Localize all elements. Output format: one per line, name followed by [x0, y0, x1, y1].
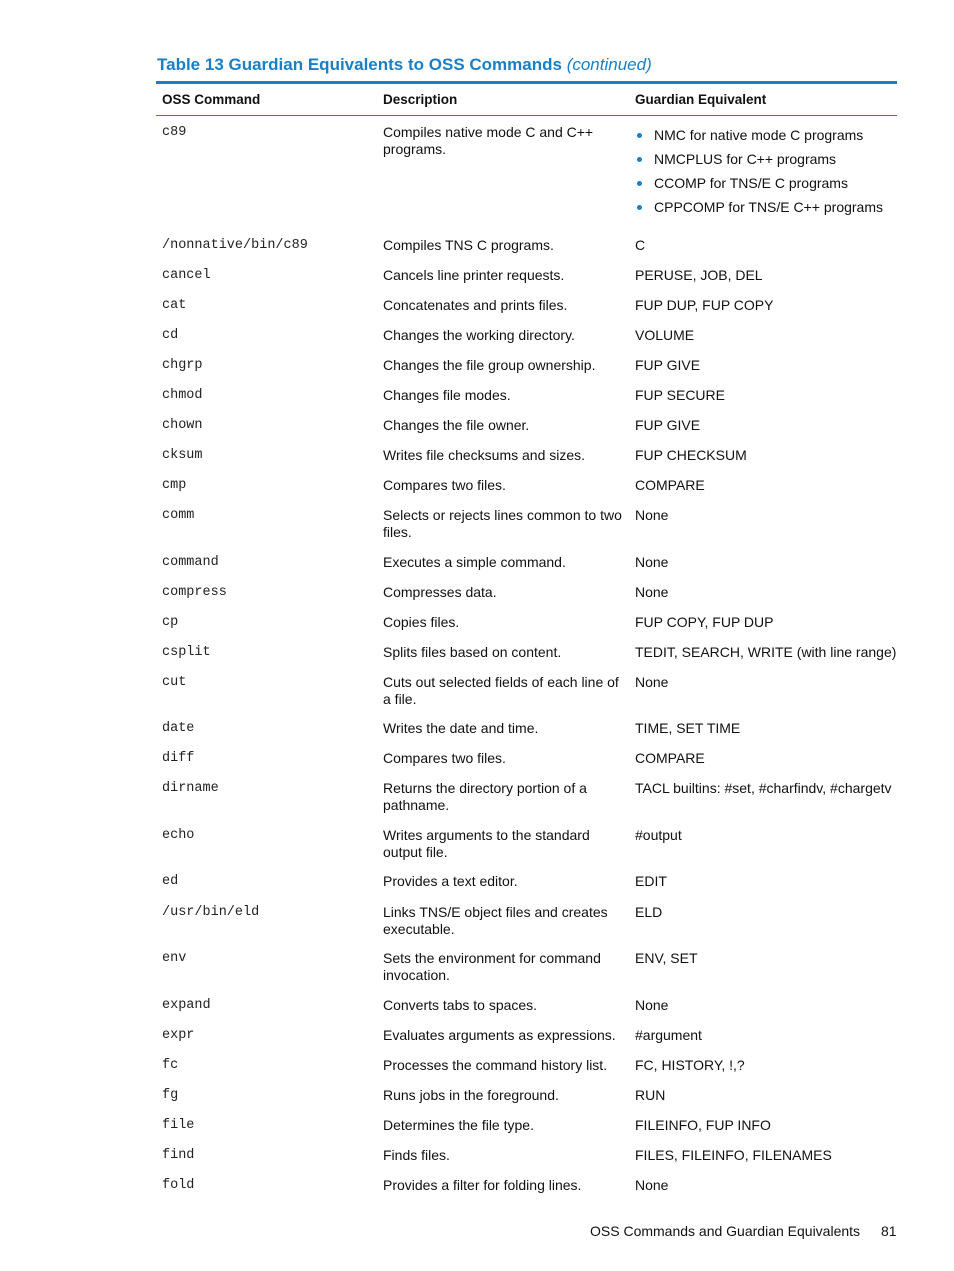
cell-equivalent: None — [635, 554, 669, 570]
cell-command: comm — [162, 508, 195, 523]
cell-equivalent: None — [635, 674, 669, 690]
cell-command: expand — [162, 998, 211, 1013]
table-row — [156, 469, 897, 499]
cell-description: Concatenates and prints files. — [383, 297, 568, 313]
table-row — [156, 636, 897, 666]
first-row-description: Compiles native mode C and C++ programs. — [383, 124, 594, 157]
cell-command: fg — [162, 1088, 179, 1103]
table-row — [156, 606, 897, 636]
cell-command: cp — [162, 615, 179, 630]
bullet-item-text: NMC for native mode C programs — [654, 127, 864, 143]
bullet-dot-icon — [637, 181, 642, 186]
bullet-item — [635, 127, 897, 151]
cell-equivalent: TACL builtins: #set, #charfindv, #chargetv — [635, 780, 892, 796]
table-row — [156, 499, 897, 546]
cell-command: expr — [162, 1028, 195, 1043]
cell-command: fold — [162, 1178, 195, 1193]
cell-description: Changes the file group ownership. — [383, 357, 596, 373]
cell-description: Writes the date and time. — [383, 720, 539, 736]
table-row — [156, 229, 897, 259]
cell-equivalent: C — [635, 237, 646, 253]
cell-equivalent: ENV, SET — [635, 950, 698, 966]
table-row — [156, 319, 897, 349]
cell-command: cksum — [162, 448, 203, 463]
table-caption-label: Table 13 Guardian Equivalents to OSS Commands — [157, 55, 562, 74]
cell-description: Executes a simple command. — [383, 554, 566, 570]
cell-equivalent: FUP DUP, FUP COPY — [635, 297, 774, 313]
cell-description: Cuts out selected fields of each line of a file. — [383, 674, 619, 707]
table-row — [156, 819, 897, 865]
table-row — [156, 989, 897, 1019]
table-row — [156, 289, 897, 319]
cell-command: compress — [162, 585, 227, 600]
cell-description: Selects or rejects lines common to two files. — [383, 507, 622, 540]
table-row — [156, 546, 897, 576]
footer-title: OSS Commands and Guardian Equivalents — [590, 1223, 861, 1239]
bullet-item — [635, 151, 897, 175]
cell-description: Splits files based on content. — [383, 644, 562, 660]
cell-command: ed — [162, 874, 179, 889]
cell-description: Determines the file type. — [383, 1117, 534, 1133]
cell-equivalent: VOLUME — [635, 327, 695, 343]
table-row — [156, 259, 897, 289]
first-row-command: c89 — [162, 125, 187, 140]
bullet-item-text: CCOMP for TNS/E C programs — [654, 175, 848, 191]
equivalents-bullet-list — [635, 127, 897, 223]
table-row — [156, 1109, 897, 1139]
cell-command: dirname — [162, 781, 219, 796]
cell-description: Cancels line printer requests. — [383, 267, 565, 283]
table-header-row — [156, 84, 897, 115]
cell-command: cd — [162, 328, 179, 343]
table-row — [156, 896, 897, 942]
table-row — [156, 1079, 897, 1109]
header-guardian-equivalent: Guardian Equivalent — [635, 92, 767, 107]
cell-command: /usr/bin/eld — [162, 905, 260, 920]
bullet-item — [635, 199, 897, 223]
cell-command: find — [162, 1148, 195, 1163]
table-row — [156, 742, 897, 772]
cell-equivalent: FUP SECURE — [635, 387, 725, 403]
cell-equivalent: FUP GIVE — [635, 357, 701, 373]
table-row — [156, 379, 897, 409]
cell-command: chgrp — [162, 358, 203, 373]
cell-command: chown — [162, 418, 203, 433]
header-oss-command: OSS Command — [162, 92, 261, 107]
cell-command: cat — [162, 298, 187, 313]
cell-description: Changes the working directory. — [383, 327, 575, 343]
table-row — [156, 1019, 897, 1049]
cell-description: Compares two files. — [383, 750, 506, 766]
table-row — [156, 942, 897, 989]
cell-command: echo — [162, 828, 195, 843]
cell-description: Provides a text editor. — [383, 873, 518, 889]
cell-equivalent: #argument — [635, 1027, 702, 1043]
cell-equivalent: COMPARE — [635, 477, 705, 493]
cell-description: Compiles TNS C programs. — [383, 237, 554, 253]
bullet-dot-icon — [637, 205, 642, 210]
cell-equivalent: FUP GIVE — [635, 417, 701, 433]
cell-command: command — [162, 555, 219, 570]
table-row — [156, 1049, 897, 1079]
cell-description: Compresses data. — [383, 584, 497, 600]
cell-command: file — [162, 1118, 195, 1133]
cell-command: cmp — [162, 478, 187, 493]
cell-equivalent: PERUSE, JOB, DEL — [635, 267, 763, 283]
cell-equivalent: FUP COPY, FUP DUP — [635, 614, 774, 630]
table-caption-continued: (continued) — [566, 55, 652, 74]
cell-description: Processes the command history list. — [383, 1057, 608, 1073]
cell-equivalent: RUN — [635, 1087, 666, 1103]
cell-description: Finds files. — [383, 1147, 450, 1163]
cell-description: Writes file checksums and sizes. — [383, 447, 586, 463]
cell-command: chmod — [162, 388, 203, 403]
cell-equivalent: TIME, SET TIME — [635, 720, 741, 736]
cell-equivalent: COMPARE — [635, 750, 705, 766]
cell-command: date — [162, 721, 195, 736]
table-row — [156, 576, 897, 606]
cell-equivalent: None — [635, 584, 669, 600]
cell-command: env — [162, 951, 187, 966]
table-row — [156, 439, 897, 469]
cell-equivalent: TEDIT, SEARCH, WRITE (with line range) — [635, 644, 897, 660]
cell-equivalent: FILEINFO, FUP INFO — [635, 1117, 771, 1133]
table-body — [156, 116, 897, 1199]
bullet-dot-icon — [637, 157, 642, 162]
table-row — [156, 349, 897, 379]
cell-command: diff — [162, 751, 195, 766]
bullet-item-text: NMCPLUS for C++ programs — [654, 151, 837, 167]
cell-description: Evaluates arguments as expressions. — [383, 1027, 616, 1043]
cell-description: Changes the file owner. — [383, 417, 530, 433]
table-row — [156, 409, 897, 439]
cell-command: cancel — [162, 268, 211, 283]
cell-equivalent: #output — [635, 827, 682, 843]
cell-command: fc — [162, 1058, 179, 1073]
cell-equivalent: FUP CHECKSUM — [635, 447, 747, 463]
cell-command: cut — [162, 675, 187, 690]
header-description: Description — [383, 92, 458, 107]
cell-description: Sets the environment for command invocation. — [383, 950, 601, 983]
table-row — [156, 666, 897, 712]
cell-equivalent: FILES, FILEINFO, FILENAMES — [635, 1147, 832, 1163]
cell-equivalent: None — [635, 507, 669, 523]
bullet-dot-icon — [637, 133, 642, 138]
table-row — [156, 712, 897, 742]
bullet-item-text: CPPCOMP for TNS/E C++ programs — [654, 199, 883, 215]
cell-description: Runs jobs in the foreground. — [383, 1087, 559, 1103]
table-row-first — [156, 116, 897, 229]
cell-command: csplit — [162, 645, 211, 660]
table-caption — [157, 55, 652, 75]
cell-description: Converts tabs to spaces. — [383, 997, 538, 1013]
page-number: 81 — [881, 1223, 897, 1239]
cell-equivalent: None — [635, 1177, 669, 1193]
table-row — [156, 1139, 897, 1169]
cell-description: Returns the directory portion of a pathname. — [383, 780, 587, 813]
table-row — [156, 865, 897, 896]
cell-command: /nonnative/bin/c89 — [162, 238, 308, 253]
cell-description: Writes arguments to the standard output file. — [383, 827, 590, 860]
cell-description: Changes file modes. — [383, 387, 511, 403]
cell-description: Copies files. — [383, 614, 460, 630]
bullet-item — [635, 175, 897, 199]
table-row — [156, 1169, 897, 1199]
cell-description: Provides a filter for folding lines. — [383, 1177, 582, 1193]
cell-description: Links TNS/E object files and creates executable. — [383, 904, 608, 937]
cell-equivalent: EDIT — [635, 873, 667, 889]
first-row-equivalents — [635, 124, 897, 220]
cell-description: Compares two files. — [383, 477, 506, 493]
cell-equivalent: FC, HISTORY, !,? — [635, 1057, 745, 1073]
cell-equivalent: None — [635, 997, 669, 1013]
cell-equivalent: ELD — [635, 904, 663, 920]
table-row — [156, 772, 897, 819]
